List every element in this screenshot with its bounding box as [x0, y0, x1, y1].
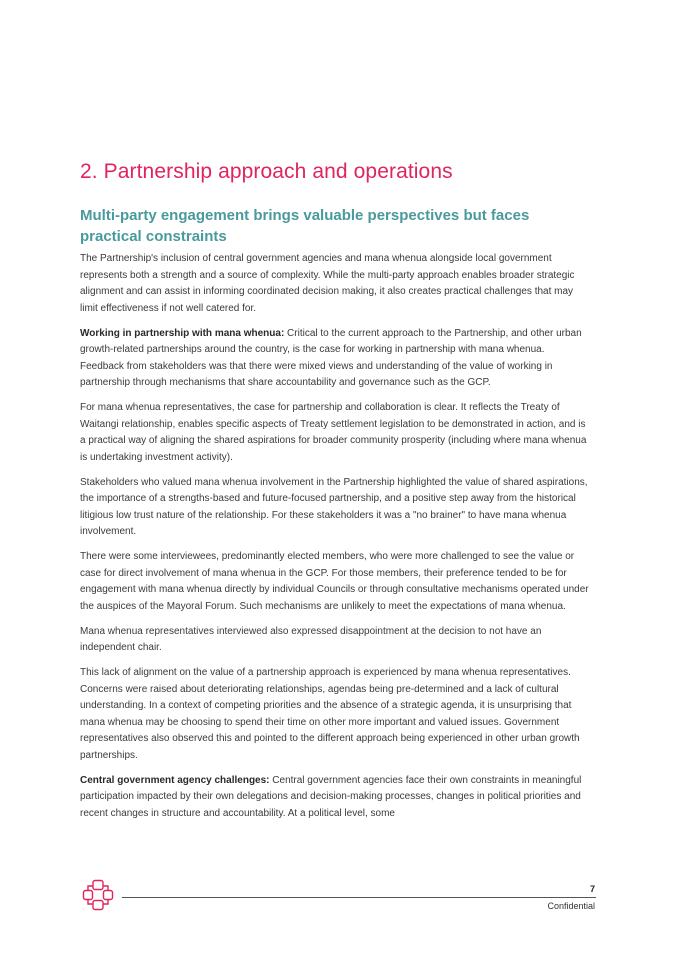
paragraph-text: Stakeholders who valued mana whenua involvement in the Partnership highlighted the value of shared aspirations, the importance of a strengths-based and future-focused partnership, and a positive step away from the historical litigious low trust nature of the relationship. For these stakeholders it was a "no brainer" to have mana whenua involvement.	[80, 476, 588, 537]
confidential-label: Confidential	[547, 901, 595, 911]
paragraph	[80, 773, 590, 823]
paragraph-text: This lack of alignment on the value of a partnership approach is experienced by mana whenua representatives. Concerns were raised about deteriorating relationships, agendas being pre-determined and a lack of cultural understanding. In a context of competing priorities and the absence of a strategic agenda, it is unsurprising that mana whenua may be choosing to spend their time on other more important and valued issues. Government representatives also observed this and pointed to the different approach being experienced in other urban growth partnerships.	[80, 667, 580, 761]
paragraph-lead: Central government agency challenges:	[80, 774, 270, 786]
paragraph-text: The Partnership's inclusion of central government agencies and mana whenua alongside local government represents both a strength and a source of complexity. While the multi-party approach enables broader strategic alignment and can assist in informing coordinated decision making, it also creates practical challenges that may limit effectiveness if not well catered for.	[80, 253, 575, 314]
footer-divider	[122, 897, 596, 898]
paragraph	[80, 326, 590, 392]
paragraph	[80, 665, 590, 764]
paragraph-text: Mana whenua representatives interviewed also expressed disappointment at the decision to not have an independent chair.	[80, 625, 542, 653]
paragraph-text: For mana whenua representatives, the case for partnership and collaboration is clear. It reflects the Treaty of Waitangi relationship, enables specific aspects of Treaty settlement legislation to be demonstrated in action, and is a practical way of aligning the shared aspirations for broader community prosperity (including where mana whenua is undertaking investment activity).	[80, 402, 587, 463]
paragraph-text: Central government agencies face their own constraints in meaningful participation impacted by their own delegations and decision-making processes, changes in political priorities and recent changes in structure and accountability. At a political level, some	[80, 774, 582, 819]
paragraph	[80, 475, 590, 541]
paragraph-text: Critical to the current approach to the Partnership, and other urban growth-related partnerships around the country, is the case for working in partnership with mana whenua. Feedback from stakeholders was that there were mixed views and understanding of the value of working in partnership through mechanisms that share accountability and governance such as the GCP.	[80, 327, 582, 388]
paragraph-text: There were some interviewees, predominantly elected members, who were more challenged to see the value or case for direct involvement of mana whenua in the GCP. For those members, their preference tended to be for engagement with mana whenua directly by individual Councils or through consultative mechanisms operated under the auspices of the Mayoral Forum. Such mechanisms are unlikely to meet the expectations of mana whenua.	[80, 551, 589, 612]
section-heading: 2. Partnership approach and operations	[80, 160, 453, 183]
paragraph	[80, 400, 590, 466]
section-subheading: Multi-party engagement brings valuable perspectives but faces practical constraints	[80, 207, 530, 245]
paragraph	[80, 251, 590, 317]
paragraph	[80, 624, 590, 657]
page-number: 7	[589, 884, 595, 894]
paragraph-lead: Working in partnership with mana whenua:	[80, 327, 285, 339]
body-text	[80, 251, 590, 831]
partnership-logo-icon	[82, 879, 114, 911]
paragraph	[80, 549, 590, 615]
